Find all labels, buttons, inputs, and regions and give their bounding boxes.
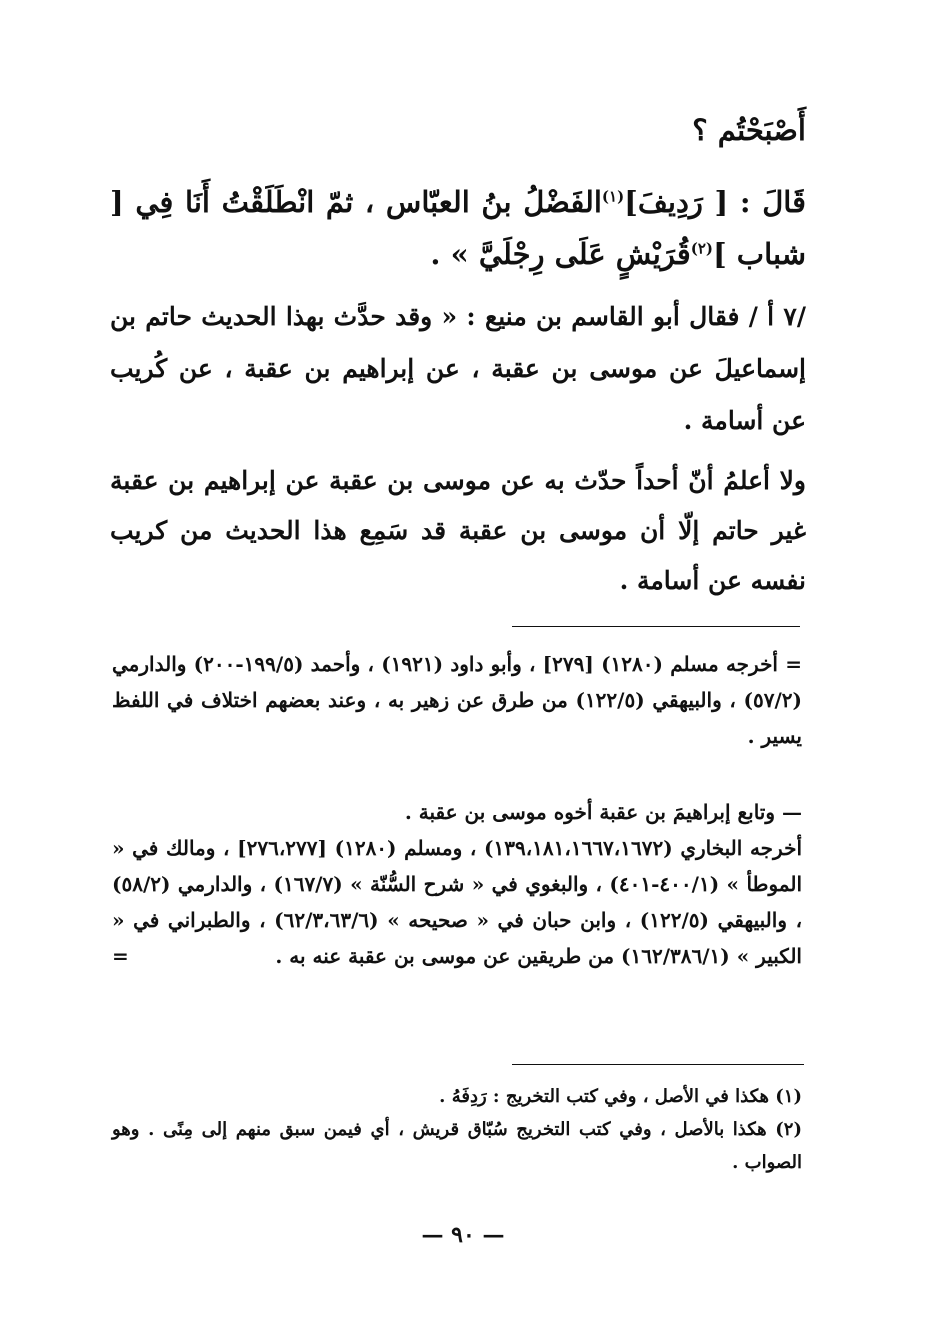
continuation-mark: = bbox=[112, 944, 129, 968]
footnote-1: (١) هكذا في الأصل ، وفي كتب التخريج : رَدِفَهُ . bbox=[439, 1086, 802, 1107]
page-footnotes bbox=[112, 1080, 802, 1179]
body-paragraph-ibn-mani: /٧ أ / فقال أبو القاسم بن منيع : « وقد حدَّث بهذا الحديث حاتم بن إسماعيلَ عن موسى بن عقبة ، عن إبراهيم بن عقبة ، عن كُريب عن أسامة . bbox=[110, 302, 806, 435]
footnote-follow-up: — وتابع إبراهيمَ بن عقبة أخوه موسى بن عقبة . bbox=[404, 800, 802, 824]
opening-question: أَصْبَحْتُم ؟ bbox=[692, 113, 806, 147]
quote-part-1: قَالَ : [ رَدِيفَ] bbox=[624, 185, 807, 219]
footnote-ref-2[interactable]: (٢) bbox=[690, 239, 713, 258]
footnote-separator-top bbox=[512, 626, 800, 627]
body-paragraph-hatim: ولا أعلمُ أنّ أحداً حدّث به عن موسى بن عقبة عن إبراهيم بن عقبة غير حاتم إلّا أن موسى بن عقبة قد سَمِع هذا الحديث من كريب نفسه عن أسامة . bbox=[110, 466, 806, 595]
footnote-separator-bottom bbox=[512, 1064, 804, 1065]
footnote-continuation-2 bbox=[112, 794, 802, 974]
quote-part-2: الفَضْلُ بنُ العبّاس ، ثمّ انْطَلَقْتُ أَنَا فِي [ شباب ] bbox=[110, 185, 806, 271]
footnote-continuation-1: = أخرجه مسلم (١٢٨٠) [٢٧٩] ، وأبو داود (١٩٢١) ، وأحمد (١٩٩/٥-٢٠٠) والدارمي (٥٧/٢) ، والبيهقي (١٢٢/٥) من طرق عن زهير به ، وعند بعضهم اختلاف في اللفظ يسير . bbox=[112, 652, 803, 748]
quoted-statement bbox=[110, 176, 806, 280]
quote-part-3: قُرَيْشٍ عَلَى رِجْلَيَّ » . bbox=[430, 237, 691, 271]
page-number: — ٩٠ — bbox=[421, 1222, 505, 1248]
footnote-2: (٢) هكذا بالأصل ، وفي كتب التخريج سُبّاق قريش ، أي فيمن سبق منهم إلى مِنًى . وهو الصواب . bbox=[112, 1119, 802, 1173]
footnote-sources-text: أخرجه البخاري (١٣٩،١٨١،١٦٦٧،١٦٧٢) ، ومسلم (١٢٨٠) [٢٧٦،٢٧٧] ، ومالك في « الموطأ » (٤٠٠/١-٤٠١) ، والبغوي في « شرح السُّنّة » (١٦٧/٧) ، والدارمي (٥٨/٢) ، والبيهقي (١٢٢/٥) ، وابن حبان في « صحيحه » (٦٢/٣،٦٣/٦) ، والطبراني في « الكبير » (١٦٢/٣٨٦/١) من طريقين عن موسى بن عقبة عنه به . bbox=[112, 836, 803, 968]
footnote-ref-1[interactable]: (١) bbox=[601, 187, 625, 206]
footnote-sources bbox=[112, 830, 802, 974]
